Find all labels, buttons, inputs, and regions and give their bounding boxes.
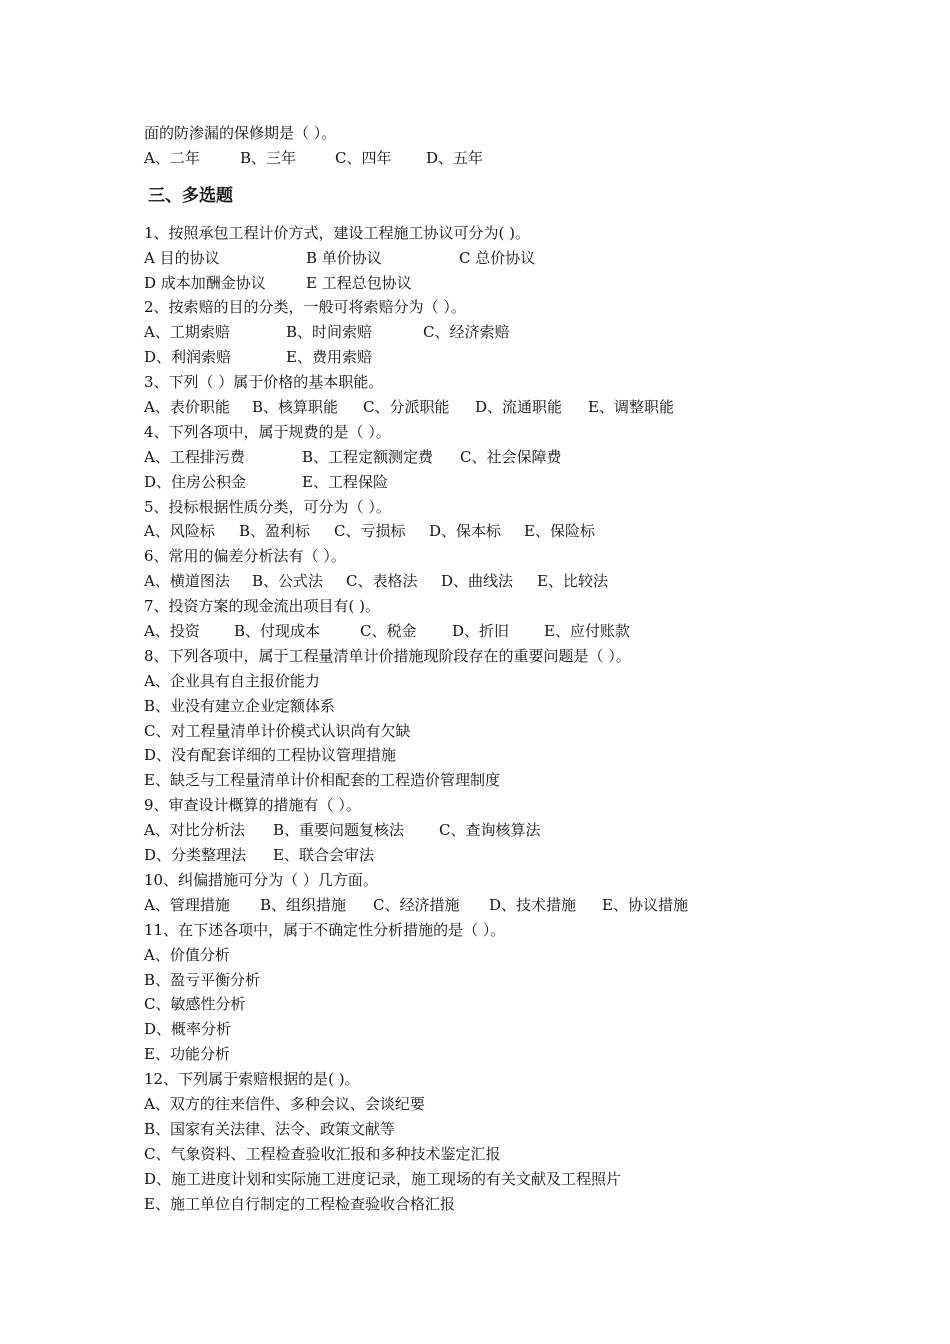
- option-item: A、对比分析法: [144, 821, 245, 840]
- option-item: C、社会保障费: [460, 447, 562, 466]
- option-item: E、保险标: [524, 522, 595, 541]
- question-list: [144, 221, 884, 1217]
- option-row: [144, 519, 884, 544]
- option-item: E、协议措施: [602, 895, 688, 914]
- question-text: 7、投资方案的现金流出项目有( )。: [144, 597, 381, 616]
- option-item: E、施工单位自行制定的工程检查验收合格汇报: [144, 1194, 455, 1213]
- option-item: C、查询核算法: [439, 821, 541, 840]
- question-text: 9、审查设计概算的措施有（ ）。: [144, 796, 361, 815]
- option-item: C、敏感性分析: [144, 995, 246, 1014]
- question-text: 10、纠偏措施可分为（ ）几方面。: [144, 870, 378, 889]
- option-item: C、经济措施: [373, 895, 460, 914]
- option-row: [144, 843, 884, 868]
- option-item: A、管理措施: [144, 895, 230, 914]
- option-item: B、盈利标: [239, 522, 311, 541]
- option-row: [144, 1167, 884, 1192]
- option-item: B、公式法: [252, 572, 324, 591]
- option-item: B 单价协议: [306, 248, 382, 267]
- option-item: A、工程排污费: [144, 447, 245, 466]
- option-row: [144, 569, 884, 594]
- option-item: D、保本标: [429, 522, 502, 541]
- option-row: [144, 1017, 884, 1042]
- option-item: A 目的协议: [144, 248, 220, 267]
- intro-options: [144, 146, 884, 171]
- intro-option: A、二年: [144, 148, 200, 167]
- option-item: E、缺乏与工程量清单计价相配套的工程造价管理制度: [144, 771, 500, 790]
- option-row: [144, 445, 884, 470]
- option-row: [144, 818, 884, 843]
- option-row: [144, 719, 884, 744]
- option-item: A、企业具有自主报价能力: [144, 671, 320, 690]
- option-item: E 工程总包协议: [306, 273, 412, 292]
- option-item: B、重要问题复核法: [273, 821, 405, 840]
- option-row: [144, 694, 884, 719]
- option-item: B、付现成本: [234, 622, 321, 641]
- option-item: B、国家有关法律、法令、政策文献等: [144, 1119, 396, 1138]
- option-row: [144, 1042, 884, 1067]
- option-row: [144, 395, 884, 420]
- option-item: C、亏损标: [334, 522, 406, 541]
- option-row: [144, 992, 884, 1017]
- question-text: 11、在下述各项中，属于不确定性分析措施的是（ ）。: [144, 920, 506, 939]
- option-row: [144, 768, 884, 793]
- option-item: D、分类整理法: [144, 846, 247, 865]
- option-item: A、工期索赔: [144, 323, 230, 342]
- question-text: 6、常用的偏差分析法有（ ）。: [144, 547, 346, 566]
- option-row: [144, 669, 884, 694]
- intro-question: 面的防渗漏的保修期是（ ）。: [144, 124, 337, 142]
- option-item: D、折旧: [452, 622, 510, 641]
- option-row: [144, 1117, 884, 1142]
- option-item: C、经济索赔: [423, 323, 510, 342]
- option-item: B、业没有建立企业定额体系: [144, 696, 336, 715]
- option-item: D、利润索赔: [144, 348, 232, 367]
- option-item: C、气象资料、工程检查验收汇报和多种技术鉴定汇报: [144, 1144, 501, 1163]
- option-item: B、时间索赔: [286, 323, 373, 342]
- question-text: 2、按索赔的目的分类，一般可将索赔分为（ ）。: [144, 298, 466, 317]
- option-item: B、工程定额测定费: [302, 447, 434, 466]
- option-item: B、组织措施: [260, 895, 347, 914]
- section-title: 三、多选题: [148, 185, 233, 206]
- question-text: 12、下列属于索赔根据的是( )。: [144, 1070, 360, 1089]
- option-item: A、表价职能: [144, 398, 230, 417]
- option-row: [144, 943, 884, 968]
- option-row: [144, 320, 884, 345]
- option-item: D、技术措施: [489, 895, 577, 914]
- option-item: D 成本加酬金协议: [144, 273, 266, 292]
- option-row: [144, 271, 884, 296]
- question-text: 5、投标根据性质分类，可分为（ ）。: [144, 497, 391, 516]
- option-row: [144, 1192, 884, 1217]
- option-item: E、比较法: [537, 572, 608, 591]
- option-item: A、双方的往来信件、多种会议、会谈纪要: [144, 1094, 425, 1113]
- option-item: D、施工进度计划和实际施工进度记录，施工现场的有关文献及工程照片: [144, 1169, 622, 1188]
- option-item: E、功能分析: [144, 1045, 230, 1064]
- option-item: D、没有配套详细的工程协议管理措施: [144, 746, 397, 765]
- option-item: C 总价协议: [459, 248, 536, 267]
- option-item: D、住房公积金: [144, 472, 247, 491]
- option-item: E、工程保险: [302, 472, 388, 491]
- option-row: [144, 1092, 884, 1117]
- question-text: 8、下列各项中，属于工程量清单计价措施现阶段存在的重要问题是（ ）。: [144, 646, 631, 665]
- option-row: [144, 470, 884, 495]
- option-item: E、应付账款: [544, 622, 630, 641]
- option-row: [144, 345, 884, 370]
- intro-option: C、四年: [335, 148, 392, 167]
- option-item: D、曲线法: [441, 572, 514, 591]
- option-item: B、盈亏平衡分析: [144, 970, 261, 989]
- intro-option: B、三年: [240, 148, 297, 167]
- option-item: D、概率分析: [144, 1020, 232, 1039]
- option-row: [144, 743, 884, 768]
- option-item: B、核算职能: [252, 398, 339, 417]
- option-row: [144, 893, 884, 918]
- option-item: C、税金: [360, 622, 417, 641]
- option-item: E、联合会审法: [273, 846, 374, 865]
- option-item: C、对工程量清单计价模式认识尚有欠缺: [144, 721, 411, 740]
- document-content: [144, 121, 884, 1216]
- option-item: A、横道图法: [144, 572, 230, 591]
- intro-option: D、五年: [426, 148, 484, 167]
- option-item: C、分派职能: [363, 398, 450, 417]
- option-row: [144, 1142, 884, 1167]
- question-text: 4、下列各项中，属于规费的是（ ）。: [144, 422, 391, 441]
- option-item: A、风险标: [144, 522, 215, 541]
- option-item: E、调整职能: [588, 398, 674, 417]
- option-item: A、价值分析: [144, 945, 230, 964]
- option-item: A、投资: [144, 622, 200, 641]
- option-item: C、表格法: [346, 572, 418, 591]
- option-item: E、费用索赔: [286, 348, 372, 367]
- option-item: D、流通职能: [475, 398, 563, 417]
- option-row: [144, 968, 884, 993]
- question-text: 3、下列（ ）属于价格的基本职能。: [144, 373, 384, 392]
- question-text: 1、按照承包工程计价方式，建设工程施工协议可分为( )。: [144, 223, 531, 242]
- option-row: [144, 246, 884, 271]
- option-row: [144, 619, 884, 644]
